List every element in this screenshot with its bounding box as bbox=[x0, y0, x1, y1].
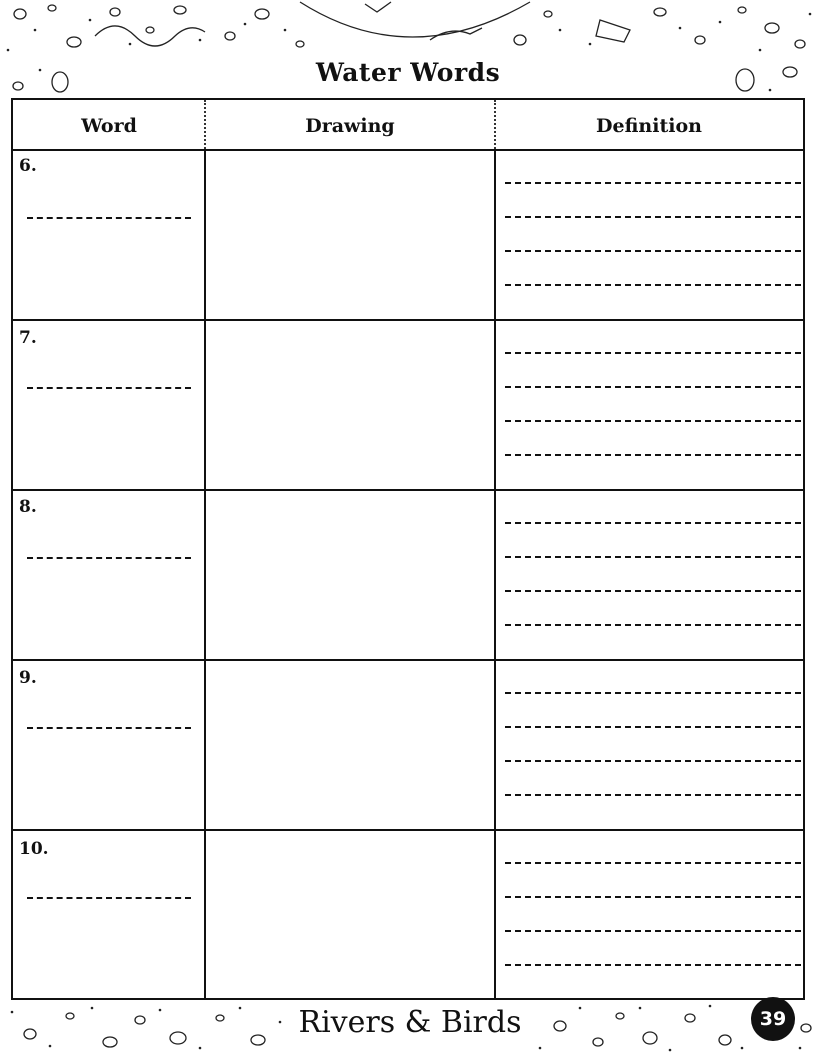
column-header-definition: Definition bbox=[596, 114, 702, 137]
definition-answer-line[interactable] bbox=[505, 624, 801, 626]
row-divider bbox=[13, 489, 803, 491]
header-divider bbox=[13, 149, 803, 151]
worksheet-title: Water Words bbox=[0, 58, 816, 87]
vocabulary-table bbox=[11, 98, 805, 1000]
footer-brand: Rivers & Birds bbox=[290, 1005, 530, 1040]
definition-answer-line[interactable] bbox=[505, 454, 801, 456]
word-answer-line[interactable] bbox=[27, 897, 191, 899]
definition-answer-line[interactable] bbox=[505, 250, 801, 252]
word-answer-line[interactable] bbox=[27, 387, 191, 389]
definition-answer-line[interactable] bbox=[505, 726, 801, 728]
definition-answer-line[interactable] bbox=[505, 760, 801, 762]
row-number: 6. bbox=[19, 156, 37, 176]
header-column-divider bbox=[494, 100, 496, 149]
definition-answer-line[interactable] bbox=[505, 964, 801, 966]
row-divider bbox=[13, 829, 803, 831]
word-answer-line[interactable] bbox=[27, 727, 191, 729]
row-number: 7. bbox=[19, 328, 37, 348]
row-divider bbox=[13, 659, 803, 661]
word-answer-line[interactable] bbox=[27, 557, 191, 559]
definition-answer-line[interactable] bbox=[505, 590, 801, 592]
definition-answer-line[interactable] bbox=[505, 352, 801, 354]
definition-answer-line[interactable] bbox=[505, 692, 801, 694]
definition-answer-line[interactable] bbox=[505, 794, 801, 796]
definition-answer-line[interactable] bbox=[505, 522, 801, 524]
column-header-drawing: Drawing bbox=[305, 114, 395, 137]
definition-answer-line[interactable] bbox=[505, 420, 801, 422]
page-number-badge: 39 bbox=[751, 997, 795, 1041]
definition-answer-line[interactable] bbox=[505, 182, 801, 184]
row-number: 9. bbox=[19, 668, 37, 688]
definition-answer-line[interactable] bbox=[505, 556, 801, 558]
row-number: 10. bbox=[19, 839, 49, 859]
row-number: 8. bbox=[19, 497, 37, 517]
column-divider bbox=[494, 149, 496, 1000]
definition-answer-line[interactable] bbox=[505, 284, 801, 286]
definition-answer-line[interactable] bbox=[505, 386, 801, 388]
definition-answer-line[interactable] bbox=[505, 862, 801, 864]
column-header-word: Word bbox=[81, 114, 137, 137]
definition-answer-line[interactable] bbox=[505, 216, 801, 218]
definition-answer-line[interactable] bbox=[505, 896, 801, 898]
definition-answer-line[interactable] bbox=[505, 930, 801, 932]
column-divider bbox=[204, 149, 206, 1000]
word-answer-line[interactable] bbox=[27, 217, 191, 219]
header-column-divider bbox=[204, 100, 206, 149]
row-divider bbox=[13, 319, 803, 321]
